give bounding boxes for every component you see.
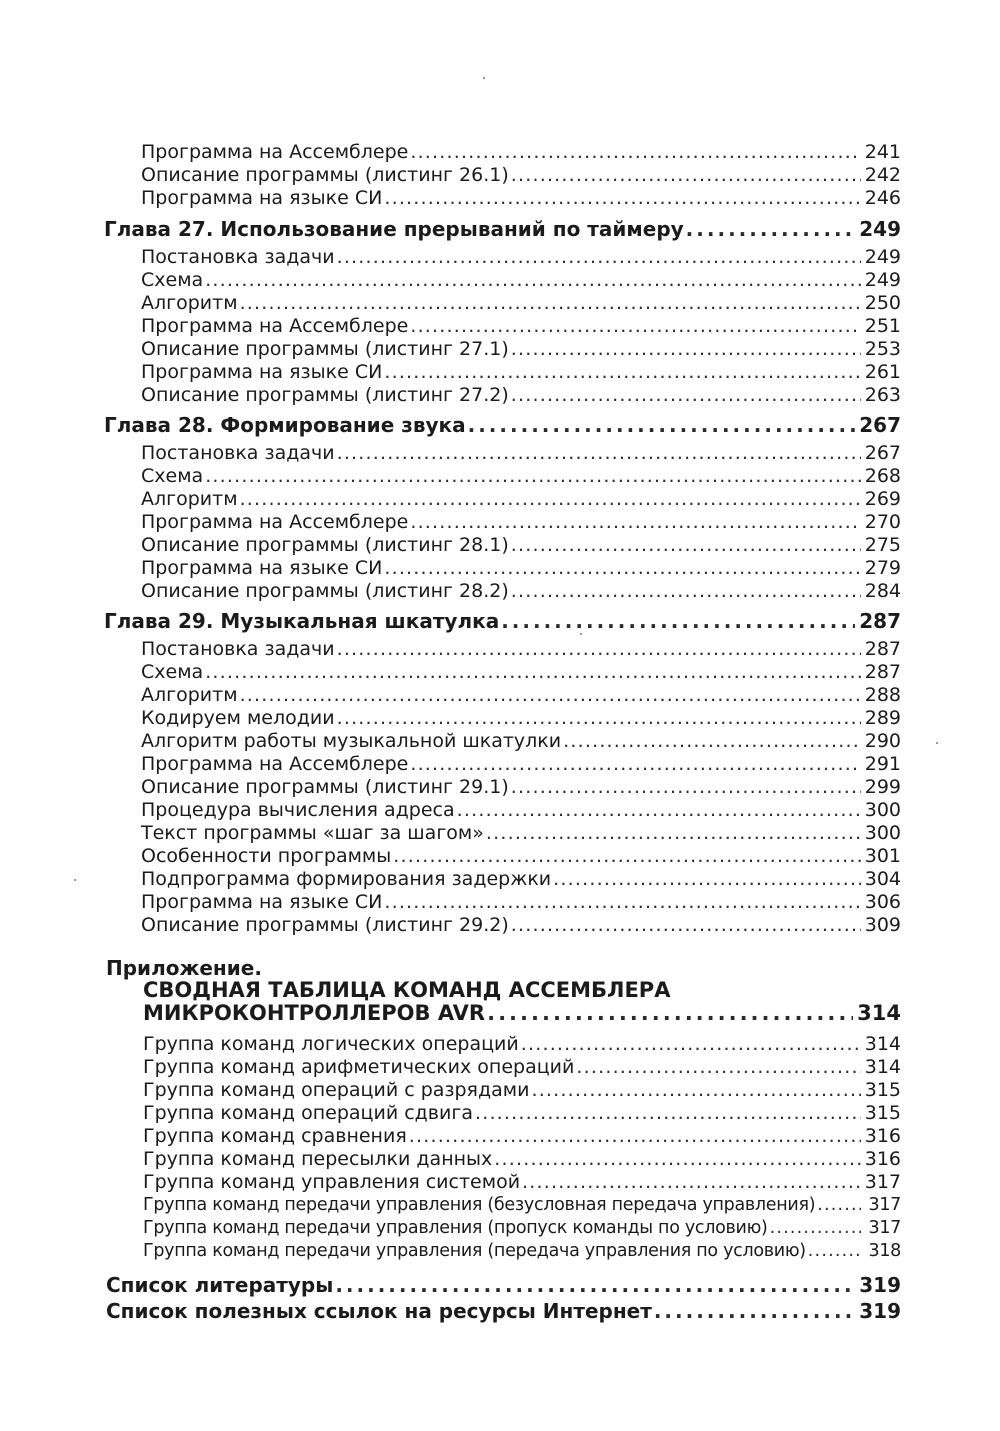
toc-entry-page: 314 — [864, 1033, 901, 1055]
toc-entry-title: Алгоритм работы музыкальной шкатулки — [141, 730, 562, 752]
dot-leader — [410, 753, 860, 776]
dot-leader — [337, 638, 861, 661]
toc-entry-title: Алгоритм — [141, 684, 238, 706]
toc-entry-title: Программа на языке СИ — [141, 187, 383, 209]
toc-entry-page: 242 — [864, 164, 901, 186]
toc-entry-page: 251 — [864, 315, 901, 337]
toc-chapter-28[interactable] — [104, 412, 901, 438]
toc-entry-title: Группа команд логических операций — [143, 1033, 519, 1055]
toc-entry-page: 306 — [864, 891, 901, 913]
dot-leader — [384, 557, 860, 580]
toc-entry-page: 250 — [864, 292, 901, 314]
toc-entry[interactable] — [141, 868, 901, 891]
dot-leader — [205, 661, 861, 684]
dot-leader — [337, 707, 861, 730]
dot-leader — [240, 684, 861, 707]
toc-entry-page: 290 — [864, 730, 901, 752]
toc-entry[interactable] — [141, 753, 901, 776]
toc-entry-page: 287 — [864, 638, 901, 660]
toc-entry-title: Программа на Ассемблере — [141, 753, 409, 775]
toc-entry-title: Группа команд сравнения — [143, 1125, 407, 1147]
toc-entry[interactable] — [141, 488, 901, 511]
toc-appendix-page: 314 — [857, 1001, 901, 1025]
toc-entry-title: Текст программы «шаг за шагом» — [141, 822, 484, 844]
toc-entry-title: Группа команд управления системой — [143, 1171, 521, 1193]
dot-leader — [410, 511, 860, 534]
toc-entry-title: Группа команд операций с разрядами — [143, 1079, 530, 1101]
dot-leader — [501, 608, 855, 634]
scan-speck — [936, 742, 938, 744]
toc-entry-title: Алгоритм — [141, 292, 238, 314]
toc-entry[interactable] — [141, 465, 901, 488]
dot-leader — [393, 845, 860, 868]
toc-entry-page: 316 — [864, 1148, 901, 1170]
toc-entry-title: Подпрограмма формирования задержки — [141, 868, 552, 890]
toc-entry-title: Постановка задачи — [141, 442, 335, 464]
toc-entry-page: 284 — [864, 580, 901, 602]
toc-entry-title: Процедура вычисления адреса — [141, 799, 455, 821]
toc-entry-page: 314 — [864, 1056, 901, 1078]
toc-entry[interactable] — [143, 1217, 901, 1240]
toc-entry-page: 269 — [864, 488, 901, 510]
toc-chapter-29[interactable] — [104, 608, 901, 634]
toc-entry-page: 246 — [864, 187, 901, 209]
toc-entry[interactable] — [141, 442, 901, 465]
dot-leader — [531, 1079, 860, 1102]
toc-entry-title: Программа на языке СИ — [141, 361, 383, 383]
toc-entry[interactable] — [141, 684, 901, 707]
dot-leader — [553, 868, 861, 891]
toc-entry-title: Постановка задачи — [141, 246, 335, 268]
toc-entry[interactable] — [143, 1102, 901, 1125]
toc-entry[interactable] — [141, 511, 901, 534]
toc-entry-page: 309 — [864, 914, 901, 936]
toc-entry-title: Кодируем мелодии — [141, 707, 335, 729]
appendix-title-line2: МИКРОКОНТРОЛЛЕРОВ AVR — [143, 1001, 486, 1025]
toc-entry-title: Описание программы (листинг 29.1) — [141, 776, 509, 798]
toc-entry-title: Программа на Ассемблере — [141, 511, 409, 533]
toc-entry[interactable] — [141, 580, 901, 603]
toc-links[interactable] — [106, 1298, 901, 1324]
toc-entry[interactable] — [141, 384, 901, 407]
dot-leader — [486, 822, 861, 845]
toc-entry-page: 315 — [864, 1102, 901, 1124]
dot-leader — [494, 1148, 860, 1171]
toc-entry-page: 317 — [868, 1195, 901, 1215]
toc-entry-title: Программа на языке СИ — [141, 891, 383, 913]
toc-entry-title: Программа на Ассемблере — [141, 141, 409, 163]
dot-leader — [511, 914, 861, 937]
dot-leader — [475, 1102, 861, 1125]
toc-entry[interactable] — [141, 292, 901, 315]
toc-entry-title: Схема — [141, 269, 204, 291]
dot-leader — [409, 1125, 861, 1148]
scan-speck — [483, 77, 485, 79]
dot-leader — [511, 534, 861, 557]
toc-entry[interactable] — [141, 164, 901, 187]
toc-entry[interactable] — [143, 1079, 901, 1102]
toc-chapter-title: Список полезных ссылок на ресурсы Интернет — [106, 1299, 652, 1323]
toc-chapter-page: 287 — [859, 609, 901, 633]
dot-leader — [563, 730, 861, 753]
toc-entry-page: 289 — [864, 707, 901, 729]
toc-entry[interactable] — [141, 661, 901, 684]
dot-leader — [521, 1033, 861, 1056]
toc-entry-title: Группа команд операций сдвига — [143, 1102, 473, 1124]
toc-entry[interactable] — [141, 730, 901, 753]
toc-chapter-title: Глава 28. Формирование звука — [104, 413, 466, 437]
scan-speck — [580, 633, 582, 635]
dot-leader — [384, 891, 860, 914]
toc-chapter-title: Глава 27. Использование прерываний по таймеру — [104, 217, 684, 241]
toc-entry[interactable] — [141, 822, 901, 845]
dot-leader — [576, 1056, 860, 1079]
toc-entry[interactable] — [141, 707, 901, 730]
toc-entry-title: Описание программы (листинг 27.1) — [141, 338, 509, 360]
toc-entry-title: Описание программы (листинг 29.2) — [141, 914, 509, 936]
toc-entry-page: 263 — [864, 384, 901, 406]
dot-leader — [511, 338, 861, 361]
appendix-title-line1: СВОДНАЯ ТАБЛИЦА КОМАНД АССЕМБЛЕРА — [143, 978, 671, 1002]
dot-leader — [654, 1298, 855, 1324]
dot-leader — [410, 315, 860, 338]
toc-entry-title: Постановка задачи — [141, 638, 335, 660]
toc-entry[interactable] — [141, 315, 901, 338]
toc-entry-title: Описание программы (листинг 27.2) — [141, 384, 509, 406]
toc-entry[interactable] — [141, 246, 901, 269]
dot-leader — [808, 1240, 861, 1263]
dot-leader — [205, 269, 861, 292]
toc-entry-title: Описание программы (листинг 28.2) — [141, 580, 509, 602]
toc-chapter-page: 249 — [859, 217, 901, 241]
toc-entry-title: Алгоритм — [141, 488, 238, 510]
toc-entry[interactable] — [141, 141, 901, 164]
toc-entry[interactable] — [143, 1194, 901, 1217]
toc-entry[interactable] — [143, 1171, 901, 1194]
toc-entry-page: 241 — [864, 141, 901, 163]
toc-entry[interactable] — [141, 269, 901, 292]
appendix-label: Приложение. — [106, 956, 262, 980]
toc-entry[interactable] — [141, 534, 901, 557]
dot-leader — [384, 361, 860, 384]
toc-entry-page: 253 — [864, 338, 901, 360]
toc-entry-page: 301 — [864, 845, 901, 867]
toc-entry-title: Схема — [141, 465, 204, 487]
dot-leader — [335, 1272, 855, 1298]
toc-entry[interactable] — [143, 1056, 901, 1079]
toc-entry-page: 279 — [864, 557, 901, 579]
toc-entry-page: 249 — [864, 269, 901, 291]
toc-entry[interactable] — [143, 1033, 901, 1056]
dot-leader — [337, 442, 861, 465]
toc-entry[interactable] — [141, 891, 901, 914]
dot-leader — [468, 412, 856, 438]
toc-entry[interactable] — [143, 1240, 901, 1263]
toc-entry-title: Группа команд передачи управления (передача управления по условию) — [143, 1241, 806, 1261]
toc-entry-page: 291 — [864, 753, 901, 775]
dot-leader — [487, 1000, 853, 1026]
toc-entry-page: 249 — [864, 246, 901, 268]
dot-leader — [686, 216, 856, 242]
toc-chapter-title: Глава 29. Музыкальная шкатулка — [104, 609, 500, 633]
toc-entry[interactable] — [141, 338, 901, 361]
toc-entry-page: 288 — [864, 684, 901, 706]
dot-leader — [511, 384, 861, 407]
dot-leader — [384, 187, 860, 210]
dot-leader — [511, 776, 861, 799]
toc-chapter-27[interactable] — [104, 216, 901, 242]
toc-entry[interactable] — [141, 557, 901, 580]
toc-chapter-title: Список литературы — [106, 1273, 334, 1297]
toc-entry[interactable] — [141, 361, 901, 384]
scan-speck — [74, 879, 76, 881]
toc-appendix[interactable] — [143, 1000, 901, 1026]
dot-leader — [410, 141, 860, 164]
toc-entry-page: 318 — [868, 1241, 901, 1261]
toc-entry-title: Группа команд передачи управления (пропуск команды по условию) — [143, 1218, 768, 1238]
dot-leader — [337, 246, 861, 269]
toc-entry[interactable] — [141, 776, 901, 799]
toc-entry-page: 267 — [864, 442, 901, 464]
toc-entry-page: 316 — [864, 1125, 901, 1147]
toc-entry-title: Схема — [141, 661, 204, 683]
toc-entry-page: 300 — [864, 799, 901, 821]
toc-entry-title: Программа на языке СИ — [141, 557, 383, 579]
dot-leader — [511, 164, 861, 187]
toc-entry-page: 261 — [864, 361, 901, 383]
toc-entry[interactable] — [143, 1148, 901, 1171]
toc-entry[interactable] — [141, 638, 901, 661]
toc-entry-page: 300 — [864, 822, 901, 844]
toc-entry-title: Группа команд передачи управления (безусловная передача управления) — [143, 1195, 816, 1215]
toc-entry-page: 317 — [868, 1218, 901, 1238]
toc-entry-page: 317 — [864, 1171, 901, 1193]
toc-entry[interactable] — [143, 1125, 901, 1148]
toc-entry-page: 315 — [864, 1079, 901, 1101]
toc-entry-title: Группа команд арифметических операций — [143, 1056, 575, 1078]
toc-bibliography[interactable] — [106, 1272, 901, 1298]
toc-entry-page: 304 — [864, 868, 901, 890]
toc-entry[interactable] — [141, 187, 901, 210]
toc-entry-title: Описание программы (листинг 26.1) — [141, 164, 509, 186]
toc-entry[interactable] — [141, 799, 901, 822]
dot-leader — [511, 580, 861, 603]
dot-leader — [817, 1194, 861, 1217]
toc-entry-page: 287 — [864, 661, 901, 683]
toc-entry-title: Описание программы (листинг 28.1) — [141, 534, 509, 556]
toc-entry-title: Особенности программы — [141, 845, 392, 867]
dot-leader — [770, 1217, 861, 1240]
dot-leader — [205, 465, 861, 488]
dot-leader — [240, 292, 861, 315]
toc-chapter-page: 319 — [859, 1299, 901, 1323]
toc-entry[interactable] — [141, 845, 901, 868]
toc-entry-page: 270 — [864, 511, 901, 533]
toc-entry[interactable] — [141, 914, 901, 937]
toc-entry-page: 275 — [864, 534, 901, 556]
toc-entry-page: 268 — [864, 465, 901, 487]
dot-leader — [522, 1171, 861, 1194]
toc-entry-page: 299 — [864, 776, 901, 798]
toc-entry-title: Программа на Ассемблере — [141, 315, 409, 337]
toc-entry-title: Группа команд пересылки данных — [143, 1148, 493, 1170]
dot-leader — [457, 799, 861, 822]
toc-chapter-page: 267 — [859, 413, 901, 437]
dot-leader — [240, 488, 861, 511]
toc-chapter-page: 319 — [859, 1273, 901, 1297]
